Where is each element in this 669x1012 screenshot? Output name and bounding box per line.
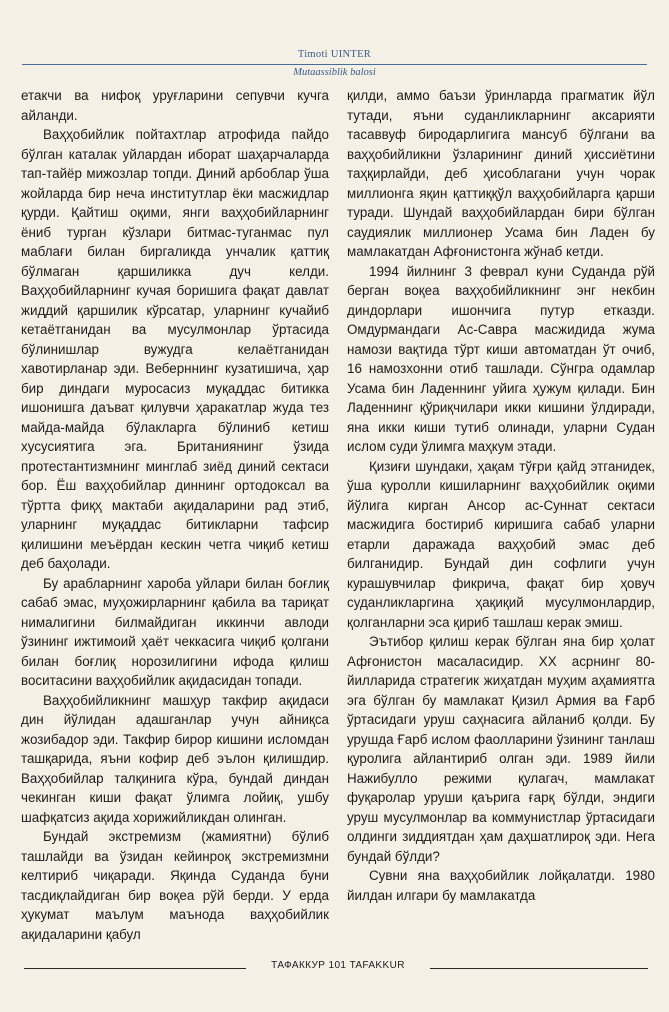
paragraph: 1994 йилнинг 3 феврал куни Суданда рўй берган воқеа ваҳҳобийликнинг энг некбин диндорлари ишончига путур етказди. Омдурмандаги Ас-Савра масжидида жума намози вақтида тўрт киши автоматдан ўт очиб, 16 намозхонни отиб ташлади. Сўнгра одамлар Усама бин Ладеннинг уйига ҳужум қилади. Бин Ладеннинг қўриқчилари икки кишини ўлдиради, яна икки киши тутиб олинади, уларни Судан ислом суди ўлимга маҳкум этади. xyxy=(347,263,655,454)
paragraph: Бундай экстремизм (жамиятни) бўлиб ташлайди ва ўзидан кейинроқ экстремизмни келтириб чиқаради. Яқинда Суданда буни тасдиқлайдиган бир воқеа рўй берди. У ерда ҳукумат маълум маънода ваҳҳобийлик ақидаларини қабул xyxy=(21,829,329,942)
paragraph: Ваҳҳобийлик пойтахтлар атрофида пайдо бўлган каталак уйлардан иборат шаҳарчаларда тап-тайёр мижозлар топди. Диний арбоблар ўша жойларда бир неча институтлар ёки масжидлар қурди. Қайтиш оқими, янги ваҳҳобийларнинг ёниб турган кўзлари битмас-туганмас пул маблағи билан биргаликда унчалик қаттиқ бўлмаган қаршиликка дуч келди. Ваҳҳобийларнинг кучая боришига фақат давлат жиддий қаршилик кўрсатар, уларнинг кучайиб кетаётганидан ва мусулмонлар ўртасида бўлинишлар вужудга келаётганидан хавотирланар эди. Веберннинг кузатишича, ҳар бир диндаги муросасиз муқаддас битикка ишонишга даъват қилувчи ҳаракатлар жуда тез майда-майда бўлакларга бўлиниб кетиш хусусиятига эга. Британиянинг ўзида протестантизмнинг минглаб зиёд диний сектаси бор. Ёш ваҳҳобийлар диннинг ортодоксал ва тўртта фиқҳ мактаби ақидаларини рад этиб, уларнинг муқаддас битикларни тафсир қилишини меъёрдан кескин четга чиқиб кетиш деб баҳолади. xyxy=(21,127,329,571)
paragraph: Эътибор қилиш керак бўлган яна бир ҳолат Афғонистон масаласидир. XX асрнинг 80-йилларида стратегик жиҳатдан муҳим аҳамиятга эга бўлган бу мамлакат Қизил Армия ва Ғарб ўртасидаги уруш саҳнасига айланиб қолди. Бу урушда Ғарб ислом фаолларини ўзининг танлаш қуролига айлантириб олган эди. 1989 йили Нажибулло режими қулагач, мамлакат фуқаролар уруши қаърига ғарқ бўлди, эндиги уруш мусулмонлар ва коммунистлар ўртасидаги олдинги зиддиятдан ҳам даҳшатлироқ эди. Нега бундай бўлди? xyxy=(347,634,655,864)
paragraph: етакчи ва нифоқ уруғларини сепувчи кучга айланди. xyxy=(21,88,329,123)
paragraph: Қизиғи шундаки, ҳақам тўғри қайд этганидек, ўша қуролли кишиларнинг ваҳҳобийлик оқими йўлига кирган Ансор ас-Суннат сектаси масжидига бостириб киришига сабаб уларни етарли даражада ваҳҳобий эмас деб билганидир. Бундай дин софлиги учун курашувчилар фикрича, фақат бир ҳовуч суданликларгина ҳақиқий мусулмонлардир, қолганларни эса қириб ташлаш керак эмиш. xyxy=(347,458,655,630)
running-head-author: Timoti UINTER xyxy=(297,49,372,60)
paragraph: Бу арабларнинг хароба уйлари билан боғлиқ сабаб эмас, муҳожирларнинг қабила ва тариқат нималигини билмайдиган иккинчи авлоди ўзининг ижтимоий ҳаёт чеккасига чиқиб қолгани билан боғлиқ норозилигини ифода қилиш воситасини ваҳҳобийлик ақидасидан топади. xyxy=(21,575,329,688)
paragraph: қилди, аммо баъзи ўринларда прагматик йўл тутади, яъни суданликларнинг аксарияти тасаввуф биродарлигига мансуб бўлгани ва ваҳҳобийликни ўзларининг диний ҳиссиётини таҳқирлайди, деб ҳисоблагани учун чорак миллионга яқин қаттиққўл ваҳҳобийларга қарши туради. Шундай ваҳҳобийлардан бири бўлган саудиялик миллионер Усама бин Ладен бу мамлакатдан Афғонистонга жўнаб кетди. xyxy=(347,88,655,259)
paragraph: Ваҳҳобийликнинг машҳур такфир ақидаси дин йўлидан адашганлар учун айниқса жозибадор эди. Такфир бирор кишини исломдан ташқарида, яъни кофир деб эълон қилишдир. Ваҳҳобийлар талқинига кўра, бундай диндан чекинган киши фақат ўлимга лойиқ, ушбу шафқатсиз ақида хорижийликдан олинган. xyxy=(21,692,329,825)
running-head-title: Mutaassiblik balosi xyxy=(293,67,376,78)
page-footer xyxy=(0,958,669,978)
paragraph: Сувни яна ваҳҳобийлик лойқалатди. 1980 йилдан илгари бу мамлакатда xyxy=(347,868,655,903)
left-column xyxy=(21,86,329,944)
footer-rule-right xyxy=(430,968,648,969)
right-column xyxy=(347,86,655,905)
page-header xyxy=(0,44,669,84)
footer-rule-left xyxy=(24,968,246,969)
header-rule xyxy=(22,64,647,65)
footer-page-number: ТАФАККУР 101 TAFAKKUR xyxy=(271,960,405,971)
